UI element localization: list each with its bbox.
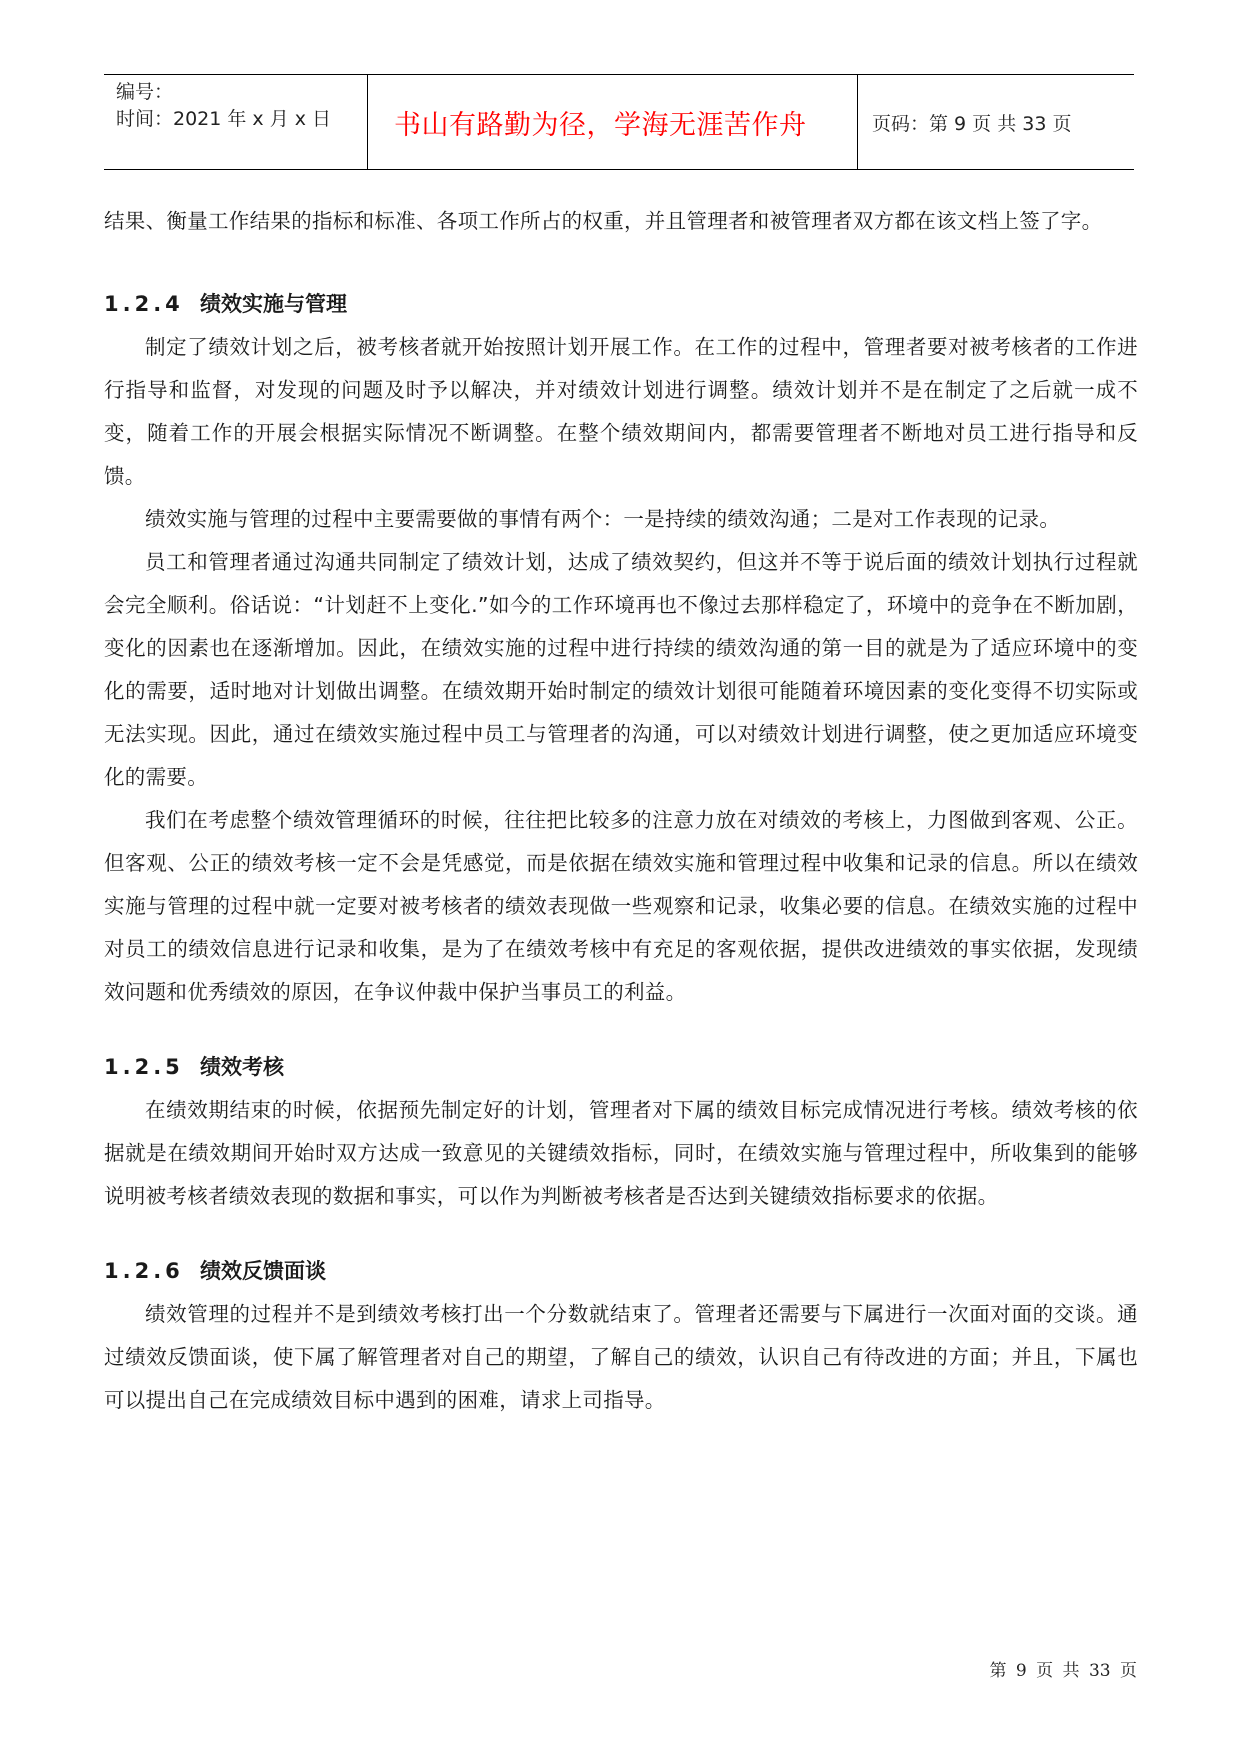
page-footer <box>990 1656 1137 1681</box>
section-heading <box>104 1046 1138 1089</box>
section-1-2-4 <box>104 283 1138 1014</box>
section-number: 1.2.6 <box>104 1259 184 1283</box>
motto-text: 书山有路勤为径，学海无涯苦作舟 <box>394 109 807 141</box>
paragraph: 在绩效期结束的时候，依据预先制定好的计划，管理者对下属的绩效目标完成情况进行考核。绩效考核的依据就是在绩效期间开始时双方达成一致意见的关键绩效指标，同时，在绩效实施与管理过程中，所收集到的能够说明被考核者绩效表现的数据和事实，可以作为判断被考核者是否达到关键绩效指标要求的依据。 <box>104 1098 1138 1208</box>
header-page-cell <box>858 75 1134 169</box>
section-title: 绩效考核 <box>200 1055 284 1079</box>
paragraph: 制定了绩效计划之后，被考核者就开始按照计划开展工作。在工作的过程中，管理者要对被考核者的工作进行指导和监督，对发现的问题及时予以解决，并对绩效计划进行调整。绩效计划并不是在制定了之后就一成不变，随着工作的开展会根据实际情况不断调整。在整个绩效期间内，都需要管理者不断地对员工进行指导和反馈。 <box>104 335 1138 488</box>
section-heading <box>104 1250 1138 1293</box>
section-number: 1.2.5 <box>104 1055 184 1079</box>
serial-number-label: 编号： <box>116 81 174 103</box>
intro-paragraph: 结果、衡量工作结果的指标和标准、各项工作所占的权重，并且管理者和被管理者双方都在该文档上签了字。 <box>104 209 1103 233</box>
paragraph: 绩效管理的过程并不是到绩效考核打出一个分数就结束了。管理者还需要与下属进行一次面对面的交谈。通过绩效反馈面谈，使下属了解管理者对自己的期望，了解自己的绩效，认识自己有待改进的方面；并且，下属也可以提出自己在完成绩效目标中遇到的困难，请求上司指导。 <box>104 1302 1138 1412</box>
header-page-info: 页码：第 9 页 共 33 页 <box>872 112 1072 135</box>
section-title: 绩效反馈面谈 <box>200 1259 326 1283</box>
paragraph: 员工和管理者通过沟通共同制定了绩效计划，达成了绩效契约，但这并不等于说后面的绩效计划执行过程就会完全顺利。俗话说：“计划赶不上变化.”如今的工作环境再也不像过去那样稳定了，环境中的竞争在不断加剧，变化的因素也在逐渐增加。因此，在绩效实施的过程中进行持续的绩效沟通的第一目的就是为了适应环境中的变化的需要，适时地对计划做出调整。在绩效期开始时制定的绩效计划很可能随着环境因素的变化变得不切实际或无法实现。因此，通过在绩效实施过程中员工与管理者的沟通，可以对绩效计划进行调整，使之更加适应环境变化的需要。 <box>104 550 1138 789</box>
paragraph: 我们在考虑整个绩效管理循环的时候，往往把比较多的注意力放在对绩效的考核上，力图做到客观、公正。但客观、公正的绩效考核一定不会是凭感觉，而是依据在绩效实施和管理过程中收集和记录的信息。所以在绩效实施与管理的过程中就一定要对被考核者的绩效表现做一些观察和记录，收集必要的信息。在绩效实施的过程中对员工的绩效信息进行记录和收集，是为了在绩效考核中有充足的客观依据，提供改进绩效的事实依据，发现绩效问题和优秀绩效的原因，在争议仲裁中保护当事员工的利益。 <box>104 808 1138 1004</box>
header-motto-cell <box>368 75 858 169</box>
document-body <box>104 200 1138 1422</box>
section-1-2-5 <box>104 1046 1138 1218</box>
section-number: 1.2.4 <box>104 292 184 316</box>
section-1-2-6 <box>104 1250 1138 1422</box>
document-header <box>104 74 1134 170</box>
header-meta-cell <box>104 75 368 169</box>
footer-page-number: 第 9 页 共 33 页 <box>989 1661 1137 1681</box>
section-title: 绩效实施与管理 <box>200 292 347 316</box>
paragraph: 绩效实施与管理的过程中主要需要做的事情有两个：一是持续的绩效沟通；二是对工作表现的记录。 <box>145 507 1061 531</box>
section-heading <box>104 283 1138 326</box>
date-label: 时间：2021 年 x 月 x 日 <box>116 108 332 130</box>
